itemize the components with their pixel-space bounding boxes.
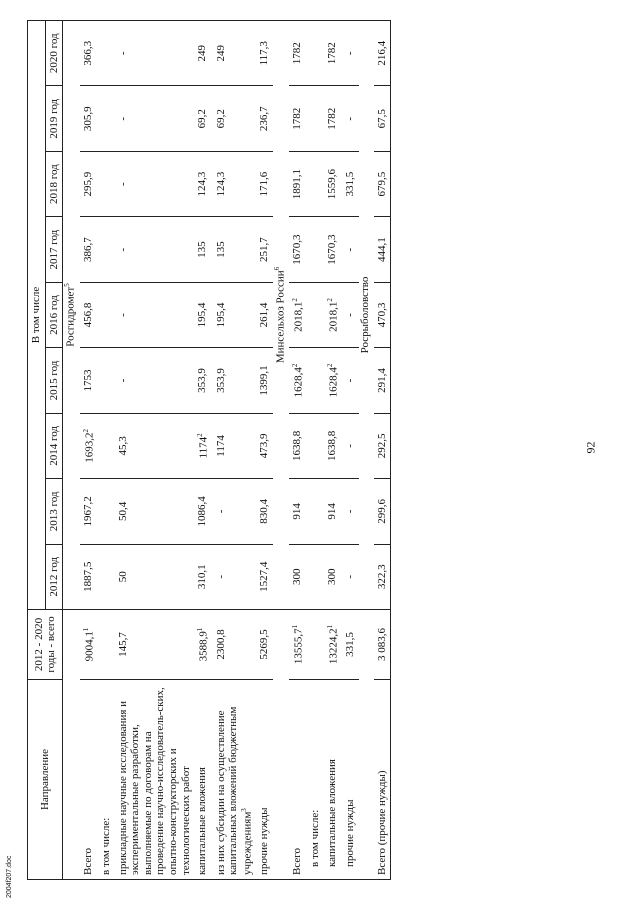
year-value: 353,9 [194,348,212,413]
year-value [98,544,115,609]
agency-row [63,21,80,880]
agency-name: Росгидромет$^5$ [63,21,80,610]
year-value: 1174$^2$ [194,413,212,478]
header-year: 2015 год [45,348,63,413]
footnote-marker: 2 [291,363,300,368]
year-value: - [213,544,257,609]
year-value [98,21,115,87]
year-value: 261,4 [256,282,273,347]
year-value: 456,8 [80,282,98,347]
year-value: 1628,4$^2$ [289,348,307,413]
header-including: В том числе [28,21,46,610]
year-value: 295,9 [80,151,98,216]
footnote-marker: 6 [272,266,281,271]
year-value: 236,7 [256,86,273,151]
year-value: 1527,4 [256,544,273,609]
year-value: - [115,86,195,151]
year-value [98,413,115,478]
year-value: 292,5 [374,413,391,478]
header-year: 2016 год [45,282,63,347]
header-year: 2014 год [45,413,63,478]
header-year: 2012 год [45,544,63,609]
year-value: 1693,2$^2$ [80,413,98,478]
year-value [307,544,324,609]
year-value: 1887,5 [80,544,98,609]
year-value: 322,3 [374,544,391,609]
year-value: - [115,348,195,413]
year-value: - [342,21,359,87]
row-total: 13224,2$^1$ [324,610,342,680]
year-value: 171,6 [256,151,273,216]
year-value [307,217,324,282]
footnote-marker: 2 [326,298,335,302]
year-value: 251,7 [256,217,273,282]
year-value: 2018,1$^2$ [324,282,342,347]
year-value: 679,5 [374,151,391,216]
row-total: 145,7 [115,610,195,680]
year-value: 305,9 [80,86,98,151]
header-year: 2019 год [45,86,63,151]
rotated-table-container [27,20,612,880]
year-value: 1782 [324,86,342,151]
year-value: 444,1 [374,217,391,282]
year-value [307,413,324,478]
year-value: 914 [324,479,342,544]
year-value: - [115,217,195,282]
footnote-marker: 1 [196,627,205,632]
year-value [98,479,115,544]
header-year: 2018 год [45,151,63,216]
year-value: 67,5 [374,86,391,151]
year-value: 1753 [80,348,98,413]
row-label: Всего [80,680,98,880]
footnote-marker: 1 [81,627,90,632]
year-value [307,479,324,544]
year-value: 1638,8 [289,413,307,478]
header-year: 2013 год [45,479,63,544]
table-row [289,21,307,880]
row-total: 3588,9$^1$ [194,610,212,680]
year-value: - [213,479,257,544]
table-body [63,21,391,880]
year-value [98,151,115,216]
year-value: 117,3 [256,21,273,87]
year-value: 50 [115,544,195,609]
year-value: 135 [213,217,257,282]
year-value: - [115,151,195,216]
year-value: 366,3 [80,21,98,87]
year-value: 830,4 [256,479,273,544]
header-direction: Направление [28,680,63,880]
year-value: 69,2 [213,86,257,151]
year-value: 1967,2 [80,479,98,544]
year-value [307,151,324,216]
year-value: 300 [289,544,307,609]
year-value: 1628,4$^2$ [324,348,342,413]
year-value: 291,4 [374,348,391,413]
year-value: - [342,282,359,347]
year-value: 45,3 [115,413,195,478]
year-value: - [342,544,359,609]
row-label: прочие нужды [256,680,273,880]
footnote-marker: 1 [326,624,335,629]
agency-row [273,21,289,880]
year-value: 1782 [289,21,307,87]
header-year: 2020 год [45,21,63,87]
year-value [307,21,324,87]
year-value: 1086,4 [194,479,212,544]
header-year: 2017 год [45,217,63,282]
page-number: 92 [583,441,598,454]
year-value: 195,4 [194,282,212,347]
table-row [80,21,98,880]
year-value: 1670,3 [289,217,307,282]
year-value [307,348,324,413]
row-label: капитальные вложения [324,680,342,880]
year-value: 135 [194,217,212,282]
year-value: 1638,8 [324,413,342,478]
footnote-marker: 3 [239,808,248,812]
table-header [28,21,63,880]
footnote-marker: 2 [291,298,300,302]
year-value: 1891,1 [289,151,307,216]
year-value [98,348,115,413]
year-value: 1782 [289,86,307,151]
footnote-marker: 2 [81,429,90,433]
table-row [307,21,324,880]
year-value: - [115,282,195,347]
table-row [194,21,212,880]
row-total [307,610,324,680]
year-value: 69,2 [194,86,212,151]
year-value: 50,4 [115,479,195,544]
table-row [256,21,273,880]
row-label: Всего (прочие нужды) [374,680,391,880]
year-value [307,282,324,347]
year-value [307,86,324,151]
year-value [98,217,115,282]
year-value: 300 [324,544,342,609]
year-value: - [342,86,359,151]
year-value: - [342,479,359,544]
row-label: Всего [289,680,307,880]
table-row [115,21,195,880]
year-value: 1399,1 [256,348,273,413]
row-label: прикладные научные исследования и экспериментальные разработки, выполняемые по договорам на проведение научно-исследователь-ских, опытно-конструкторских и технологических работ [115,680,195,880]
table-row [374,21,391,880]
table-row [98,21,115,880]
footnote-marker: 2 [326,363,335,368]
year-value: 473,9 [256,413,273,478]
year-value: 353,9 [213,348,257,413]
row-total: 5269,5 [256,610,273,680]
year-value: 470,3 [374,282,391,347]
footnote-marker: 1 [291,624,300,629]
table-row [213,21,257,880]
row-total: 2300,8 [213,610,257,680]
row-label: в том числе: [307,680,324,880]
year-value [98,86,115,151]
agency-row [359,21,374,880]
year-value: 1174 [213,413,257,478]
table-row [324,21,342,880]
header-total-period: 2012 - 2020 годы - всего [28,610,63,680]
year-value: 914 [289,479,307,544]
year-value: 2018,1$^2$ [289,282,307,347]
row-label: в том числе: [98,680,115,880]
year-value: 310,1 [194,544,212,609]
budget-table [27,20,391,880]
year-value: - [342,348,359,413]
row-total: 331,5 [342,610,359,680]
row-total [98,610,115,680]
year-value: 249 [194,21,212,87]
year-value: 1782 [324,21,342,87]
row-label: прочие нужды [342,680,359,880]
footnote-marker: 5 [63,283,72,287]
year-value: 249 [213,21,257,87]
year-value: 1559,6 [324,151,342,216]
row-total: 13555,7$^1$ [289,610,307,680]
row-label: капитальные вложения [194,680,212,880]
year-value: - [115,21,195,87]
agency-name: Минсельхоз России$^6$ [273,21,289,610]
row-label: из них субсидии на осуществление капитальных вложений бюджетным учреждениям$^3$ [213,680,257,880]
year-value: 216,4 [374,21,391,87]
year-value: - [342,217,359,282]
year-value: 124,3 [213,151,257,216]
year-value: 331,5 [342,151,359,216]
year-value: 1670,3 [324,217,342,282]
footnote-marker: 2 [196,433,205,437]
year-value: 124,3 [194,151,212,216]
agency-name: Росрыболовство [359,21,374,610]
year-value [98,282,115,347]
year-value: 386,7 [80,217,98,282]
year-value: 299,6 [374,479,391,544]
year-value: 195,4 [213,282,257,347]
year-value: - [342,413,359,478]
row-total: 9004,1$^1$ [80,610,98,680]
footer-filename: 2004f207.doc [6,855,13,898]
table-row [342,21,359,880]
row-total: 3 083,6 [374,610,391,680]
